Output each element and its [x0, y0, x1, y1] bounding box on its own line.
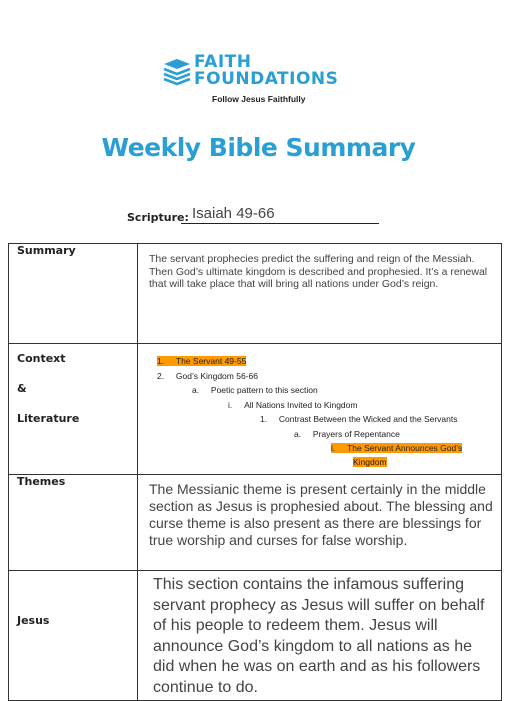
outline-item: Kingdom — [353, 457, 387, 467]
outline-item: i. All Nations Invited to Kingdom — [228, 400, 358, 410]
context-label-ampersand: & — [17, 382, 27, 395]
summary-table — [8, 243, 502, 701]
outline-item: 1. The Servant 49-55 — [157, 356, 247, 366]
outline-item: i. The Servant Announces God’s — [331, 443, 463, 453]
themes-row — [9, 475, 502, 571]
themes-row-label: Themes — [9, 475, 138, 571]
outline-item: 2. God’s Kingdom 56-66 — [157, 371, 258, 381]
faith-foundations-logo — [162, 54, 352, 106]
summary-text: The servant prophecies predict the suffering and reign of the Messiah. Then God’s ultimate kingdom is described and prophesied. It’s a renewal that will take place that will bring all nations under God’s reign. — [149, 253, 488, 290]
summary-row — [9, 244, 502, 344]
outline-item: 1. Contrast Between the Wicked and the Servants — [260, 414, 458, 424]
jesus-row — [9, 571, 502, 701]
logo-tagline: Follow Jesus Faithfully — [212, 94, 306, 104]
jesus-row-label: Jesus — [9, 571, 138, 701]
outline-item: a. Poetic pattern to this section — [192, 385, 318, 395]
context-label-line: Context — [17, 352, 66, 365]
outline-item: a. Prayers of Repentance — [294, 429, 400, 439]
context-label-line: Literature — [17, 412, 80, 425]
scripture-label: Scripture: — [127, 211, 189, 224]
summary-row-label: Summary — [9, 244, 138, 344]
jesus-cell[interactable] — [138, 571, 502, 701]
themes-cell[interactable] — [138, 475, 502, 571]
summary-cell[interactable] — [138, 244, 502, 344]
context-row — [9, 344, 502, 475]
stacked-books-icon — [162, 58, 192, 86]
context-cell[interactable] — [138, 344, 502, 475]
jesus-text: This section contains the infamous suffering servant prophecy as Jesus will suffer on behalf of his people to redeem them. Jesus will announce God’s kingdom to all nations as he did when he was on earth and as his followers continue to do. — [153, 576, 485, 696]
scripture-field[interactable]: Isaiah 49-66 — [181, 205, 379, 224]
themes-text: The Messianic theme is present certainly in the middle section as Jesus is prophesied about. The blessing and curse theme is also present as there are blessings for true worship and curses for false worship. — [149, 481, 493, 548]
logo-wordmark: FAITH FOUNDATIONS — [194, 52, 339, 89]
context-row-label — [9, 344, 138, 475]
page-title: Weekly Bible Summary — [101, 133, 416, 162]
